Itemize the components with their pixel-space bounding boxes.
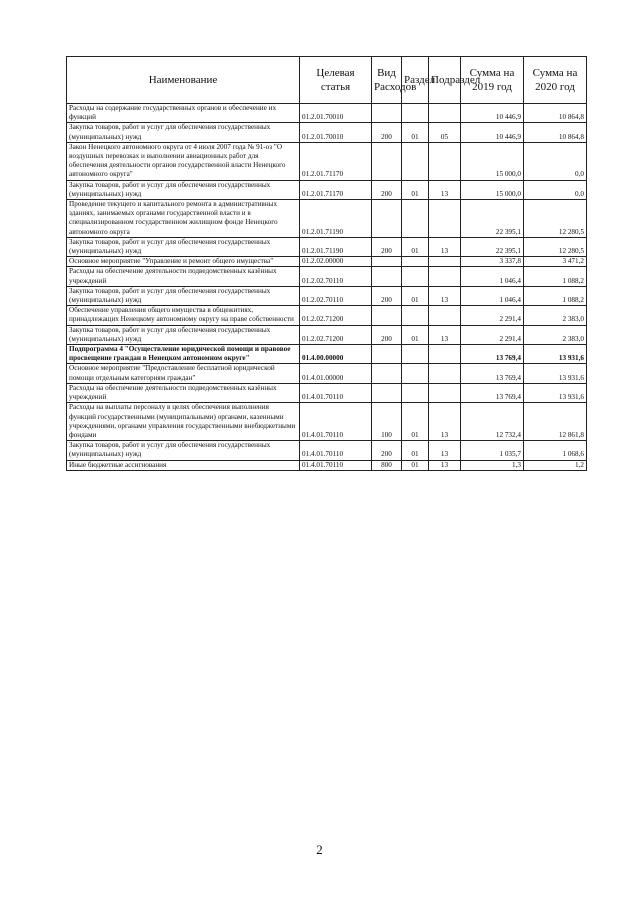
- row-sum-2019: 10 446,9: [461, 104, 524, 123]
- header-section: Раздел: [402, 57, 429, 104]
- row-target-article: 01.2.01.71170: [300, 180, 372, 199]
- row-expense-kind: [372, 142, 402, 180]
- row-expense-kind: 200: [372, 286, 402, 305]
- row-name: Закупка товаров, работ и услуг для обеспечения государственных (муниципальных) нужд: [67, 123, 300, 142]
- row-expense-kind: [372, 104, 402, 123]
- row-expense-kind: 200: [372, 441, 402, 460]
- row-sum-2020: 3 471,2: [524, 257, 587, 267]
- row-sum-2019: 15 000,0: [461, 142, 524, 180]
- row-target-article: 01.2.02.70110: [300, 286, 372, 305]
- row-name: Проведение текущего и капитального ремонта в административных зданиях, занимаемых органами государственной власти и в специализированном государственном жилищном фонде Ненецкого автономного округа: [67, 200, 300, 238]
- row-sum-2020: 12 280,5: [524, 237, 587, 256]
- row-section: 01: [402, 180, 429, 199]
- row-sum-2019: 1 035,7: [461, 441, 524, 460]
- row-expense-kind: [372, 345, 402, 364]
- row-sum-2019: 2 291,4: [461, 325, 524, 344]
- row-section: [402, 345, 429, 364]
- row-section: 01: [402, 286, 429, 305]
- row-sum-2020: 2 383,0: [524, 325, 587, 344]
- header-expense-kind: Вид Расходов: [372, 57, 402, 104]
- row-expense-kind: 200: [372, 237, 402, 256]
- table-row: [67, 267, 587, 286]
- row-subsection: [429, 383, 461, 402]
- row-sum-2020: 13 931,6: [524, 345, 587, 364]
- row-subsection: 13: [429, 441, 461, 460]
- table-row: [67, 306, 587, 325]
- row-expense-kind: 200: [372, 180, 402, 199]
- table-row: [67, 142, 587, 180]
- row-subsection: 13: [429, 180, 461, 199]
- row-sum-2020: 13 931,6: [524, 364, 587, 383]
- row-sum-2019: 10 446,9: [461, 123, 524, 142]
- budget-table: [66, 56, 587, 471]
- row-subsection: [429, 257, 461, 267]
- row-name: Подпрограмма 4 "Осуществление юридической помощи и правовое просвещение граждан в Ненецком автономном округе": [67, 345, 300, 364]
- row-section: 01: [402, 237, 429, 256]
- row-target-article: 01.2.01.71190: [300, 237, 372, 256]
- row-section: [402, 364, 429, 383]
- row-sum-2019: 13 769,4: [461, 383, 524, 402]
- row-name: Основное мероприятие "Предоставление бесплатной юридической помощи отдельным категориям граждан": [67, 364, 300, 383]
- table-row: [67, 123, 587, 142]
- row-sum-2019: 3 337,8: [461, 257, 524, 267]
- row-section: [402, 383, 429, 402]
- row-expense-kind: [372, 383, 402, 402]
- row-expense-kind: [372, 267, 402, 286]
- row-sum-2020: 0,0: [524, 142, 587, 180]
- row-target-article: 01.2.02.71200: [300, 325, 372, 344]
- row-target-article: 01.2.01.70010: [300, 123, 372, 142]
- row-target-article: 01.2.01.70010: [300, 104, 372, 123]
- row-subsection: [429, 142, 461, 180]
- row-name: Расходы на обеспечение деятельности подведомственных казённых учреждений: [67, 267, 300, 286]
- row-sum-2020: 2 383,0: [524, 306, 587, 325]
- row-name: Обеспечение управления общего имущества в общежитиях, принадлежащих Ненецкому автономному округу на праве собственности: [67, 306, 300, 325]
- page-number: 2: [316, 842, 323, 857]
- row-target-article: 01.4.01.70110: [300, 460, 372, 470]
- row-sum-2019: 12 732,4: [461, 403, 524, 441]
- table-row: [67, 104, 587, 123]
- budget-table-page: [66, 56, 586, 471]
- row-target-article: 01.2.02.70110: [300, 267, 372, 286]
- row-sum-2019: 1,3: [461, 460, 524, 470]
- row-expense-kind: [372, 306, 402, 325]
- row-sum-2020: 13 931,6: [524, 383, 587, 402]
- row-section: 01: [402, 460, 429, 470]
- row-target-article: 01.2.02.00000: [300, 257, 372, 267]
- row-target-article: 01.2.01.71190: [300, 200, 372, 238]
- row-subsection: [429, 345, 461, 364]
- row-expense-kind: 200: [372, 123, 402, 142]
- row-section: [402, 104, 429, 123]
- header-subsection: Подраздел: [429, 57, 461, 104]
- row-sum-2020: 12 280,5: [524, 200, 587, 238]
- row-subsection: [429, 267, 461, 286]
- row-sum-2019: 22 395,1: [461, 237, 524, 256]
- row-sum-2020: 12 861,8: [524, 403, 587, 441]
- row-expense-kind: [372, 200, 402, 238]
- row-section: [402, 267, 429, 286]
- table-row: [67, 286, 587, 305]
- row-section: [402, 200, 429, 238]
- table-row: [67, 383, 587, 402]
- row-sum-2020: 1,2: [524, 460, 587, 470]
- table-header-row: [67, 57, 587, 104]
- row-expense-kind: [372, 364, 402, 383]
- row-expense-kind: 100: [372, 403, 402, 441]
- row-subsection: [429, 104, 461, 123]
- row-sum-2019: 13 769,4: [461, 364, 524, 383]
- row-target-article: 01.2.01.71170: [300, 142, 372, 180]
- row-subsection: [429, 364, 461, 383]
- row-name: Закон Ненецкого автономного округа от 4 июля 2007 года № 91-оз "О воздушных перевозках и выполнении авиационных работ для обеспечения деятельности органов государственной власти Ненецкого автономного округа": [67, 142, 300, 180]
- row-subsection: 13: [429, 403, 461, 441]
- row-name: Расходы на обеспечение деятельности подведомственных казённых учреждений: [67, 383, 300, 402]
- row-name: Расходы на выплаты персоналу в целях обеспечения выполнения функций государственными (муниципальными) органами, казенными учреждениями, органами управления государственными внебюджетными фондами: [67, 403, 300, 441]
- table-row: [67, 257, 587, 267]
- row-subsection: 13: [429, 286, 461, 305]
- table-row: [67, 200, 587, 238]
- table-row: [67, 403, 587, 441]
- row-section: 01: [402, 123, 429, 142]
- table-row: [67, 237, 587, 256]
- row-name: Расходы на содержание государственных органов и обеспечение их функций: [67, 104, 300, 123]
- header-sum-2019: Сумма на 2019 год: [461, 57, 524, 104]
- row-target-article: 01.2.02.71200: [300, 306, 372, 325]
- row-subsection: 13: [429, 237, 461, 256]
- row-target-article: 01.4.01.70110: [300, 403, 372, 441]
- row-sum-2020: 10 864,8: [524, 104, 587, 123]
- row-name: Закупка товаров, работ и услуг для обеспечения государственных (муниципальных) нужд: [67, 237, 300, 256]
- row-subsection: 13: [429, 460, 461, 470]
- row-target-article: 01.4.01.70110: [300, 383, 372, 402]
- table-row: [67, 325, 587, 344]
- row-section: 01: [402, 325, 429, 344]
- table-row: [67, 441, 587, 460]
- row-sum-2020: 1 088,2: [524, 286, 587, 305]
- row-section: [402, 257, 429, 267]
- row-sum-2019: 1 046,4: [461, 286, 524, 305]
- row-expense-kind: 200: [372, 325, 402, 344]
- header-sum-2020: Сумма на 2020 год: [524, 57, 587, 104]
- row-sum-2020: 10 864,8: [524, 123, 587, 142]
- table-row: [67, 180, 587, 199]
- row-sum-2020: 0,0: [524, 180, 587, 199]
- row-section: [402, 306, 429, 325]
- row-sum-2019: 13 769,4: [461, 345, 524, 364]
- row-target-article: 01.4.00.00000: [300, 345, 372, 364]
- row-name: Закупка товаров, работ и услуг для обеспечения государственных (муниципальных) нужд: [67, 286, 300, 305]
- header-target-article: Целевая статья: [300, 57, 372, 104]
- row-subsection: 13: [429, 325, 461, 344]
- row-subsection: [429, 200, 461, 238]
- row-sum-2019: 22 395,1: [461, 200, 524, 238]
- row-section: 01: [402, 403, 429, 441]
- row-sum-2019: 1 046,4: [461, 267, 524, 286]
- row-sum-2020: 1 088,2: [524, 267, 587, 286]
- table-body: [67, 104, 587, 471]
- row-name: Закупка товаров, работ и услуг для обеспечения государственных (муниципальных) нужд: [67, 325, 300, 344]
- row-name: Закупка товаров, работ и услуг для обеспечения государственных (муниципальных) нужд: [67, 441, 300, 460]
- row-section: 01: [402, 441, 429, 460]
- row-expense-kind: [372, 257, 402, 267]
- row-sum-2019: 15 000,0: [461, 180, 524, 199]
- table-row: [67, 364, 587, 383]
- row-target-article: 01.4.01.70110: [300, 441, 372, 460]
- header-name: Наименование: [67, 57, 300, 104]
- row-subsection: [429, 306, 461, 325]
- table-row: [67, 345, 587, 364]
- row-section: [402, 142, 429, 180]
- row-sum-2020: 1 068,6: [524, 441, 587, 460]
- table-row: [67, 460, 587, 470]
- row-name: Основное мероприятие "Управление и ремонт общего имущества": [67, 257, 300, 267]
- row-name: Иные бюджетные ассигнования: [67, 460, 300, 470]
- row-subsection: 05: [429, 123, 461, 142]
- row-name: Закупка товаров, работ и услуг для обеспечения государственных (муниципальных) нужд: [67, 180, 300, 199]
- row-target-article: 01.4.01.00000: [300, 364, 372, 383]
- row-sum-2019: 2 291,4: [461, 306, 524, 325]
- row-expense-kind: 800: [372, 460, 402, 470]
